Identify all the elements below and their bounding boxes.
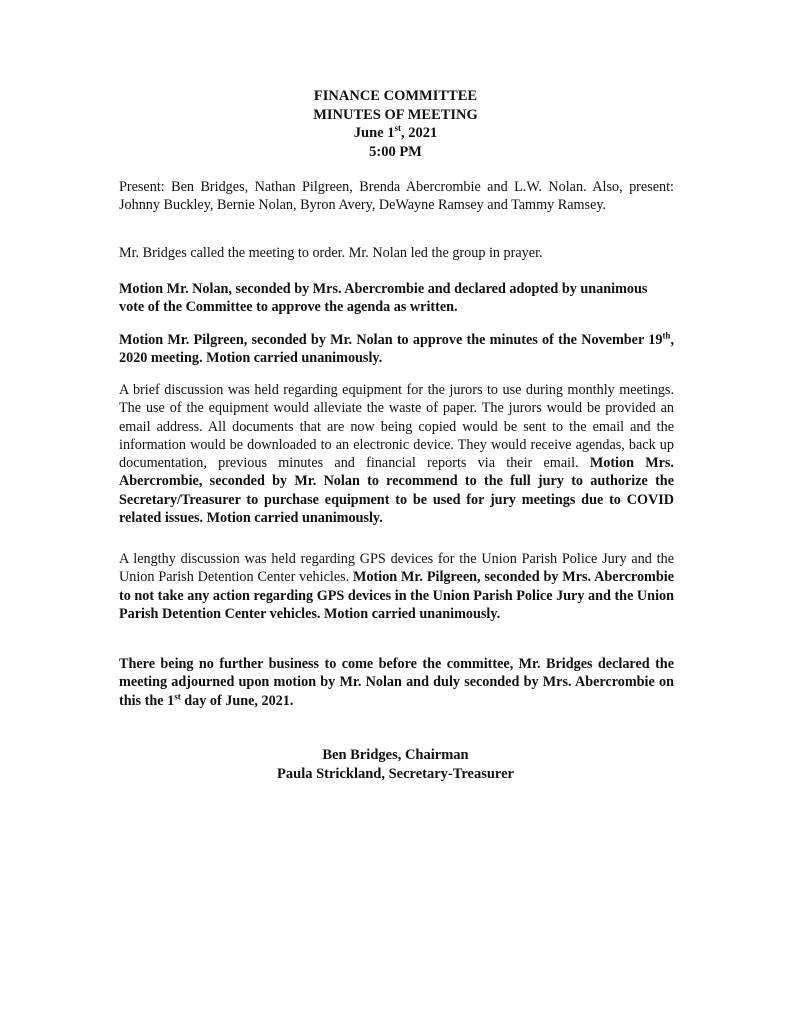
gps-discussion-text: A lengthy discussion was held regarding GPS devices for the Union Parish Police Jury and the Union Parish Detention Center vehicles. [119,551,674,586]
minutes-motion-text: Motion Mr. Pilgreen, seconded by Mr. Nolan to approve the minutes of the November 19 [119,332,663,348]
attendance-paragraph: Present: Ben Bridges, Nathan Pilgreen, Brenda Abercrombie and L.W. Nolan. Also, present: Johnny Buckley, Bernie Nolan, Byron Avery, DeWayne Ramsey and Tammy Ramsey. [119,179,674,214]
adjournment-date: day of June, 2021. [180,692,294,709]
call-to-order-paragraph: Mr. Bridges called the meeting to order. Mr. Nolan led the group in prayer. [119,245,543,261]
agenda-motion-paragraph: Motion Mr. Nolan, seconded by Mrs. Abercrombie and declared adopted by unanimous vote of the Committee to approve the agenda as written. [119,281,648,316]
adjournment-paragraph [119,655,674,710]
meeting-date-ordinal: st [394,123,401,134]
gps-motion-text: Motion Mr. Pilgreen, seconded by Mrs. Abercrombie to not take any action regarding GPS devices in the Union Parish Police Jury and the Union Parish Detention Center vehicles. Motion carried unanimously. [119,569,674,622]
meeting-date-year: , 2021 [400,125,438,141]
document-header [0,87,791,161]
signature-block [0,746,791,783]
equipment-discussion-paragraph [119,381,674,527]
secretary-signature: Paula Strickland, Secretary-Treasurer [277,765,514,782]
equipment-discussion-text: A brief discussion was held regarding equipment for the jurors to use during monthly meetings. The use of the equipment would alleviate the waste of paper. The jurors would be provided an email address. All documents that are now being copied would be sent to the email and the information would be downloaded to an electronic device. They would receive agendas, back up documentation, previous minutes and financial reports via their email. [119,382,674,472]
equipment-motion-text: Motion Mrs. Abercrombie, seconded by Mr. Nolan to recommend to the full jury to authorize the Secretary/Treasurer to purchase equipment to be used for jury meetings due to COVID related issues. Motion carried unanimously. [119,455,674,527]
adjournment-text: There being no further business to come before the committee, Mr. Bridges declared the meeting adjourned upon motion by Mr. Nolan and duly seconded by Mrs. Abercrombie on this the 1 [119,656,674,709]
minutes-title: MINUTES OF MEETING [313,106,478,123]
adjournment-ordinal: st [174,690,181,701]
meeting-time: 5:00 PM [369,143,422,160]
gps-discussion-paragraph [119,550,674,623]
meeting-date-main: June 1 [353,125,395,141]
minutes-motion-paragraph [119,331,674,368]
minutes-motion-result: , 2020 meeting. Motion carried unanimously. [119,332,674,367]
meeting-date [0,124,791,143]
chairman-signature: Ben Bridges, Chairman [322,747,469,763]
minutes-motion-ordinal: th [662,330,671,341]
committee-title: FINANCE COMMITTEE [313,88,478,104]
